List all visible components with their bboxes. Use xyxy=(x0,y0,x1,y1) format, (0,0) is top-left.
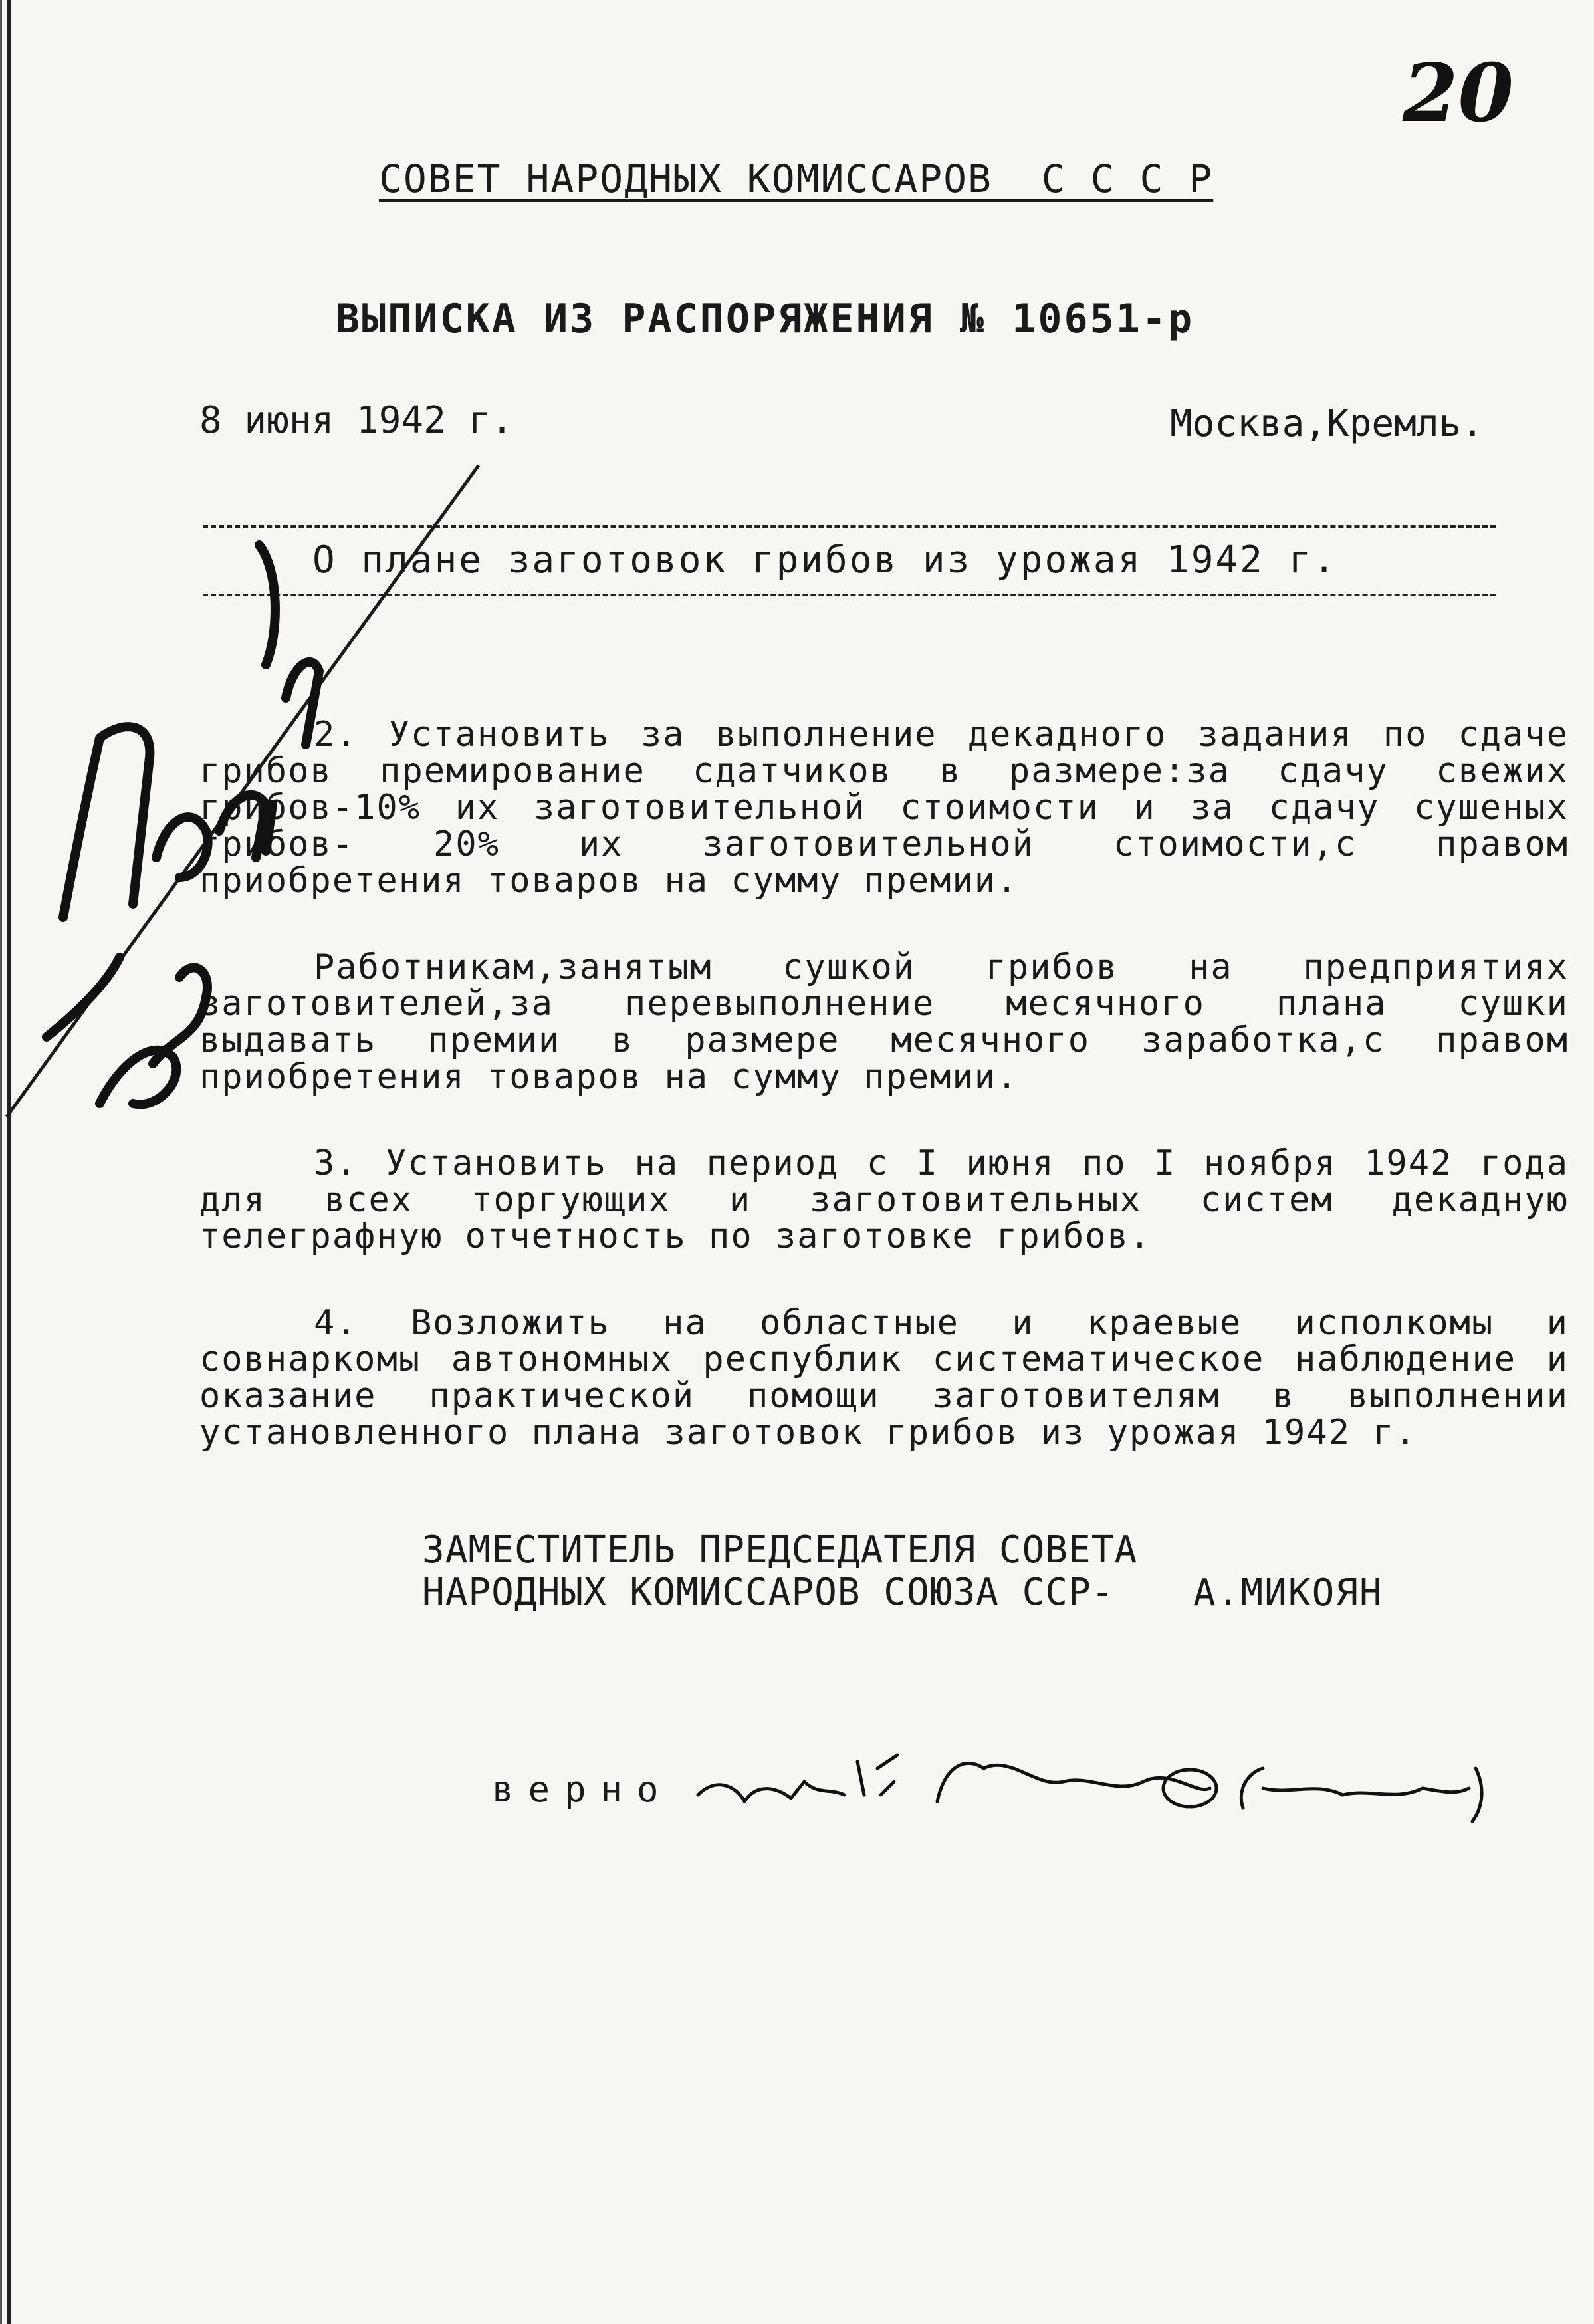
paragraph-4: 4. Возложить на областные и краевые исполкомы и совнаркомы автономных республик систематическое наблюдение и оказание практической помощи заготовителям в выполнении установленного плана заготовок грибов из урожая 1942 г. xyxy=(199,1303,1569,1452)
paragraph-2: 2. Установить за выполнение декадного задания по сдаче грибов премирование сдатчиков в размере:за сдачу свежих грибов-10% их заготовительной стоимости и за сдачу сушеных грибов- 20% их заготовительной стоимости,с правом приобретения товаров на сумму премии. xyxy=(199,715,1569,901)
subject-rule-top xyxy=(203,525,1496,528)
document-subject: О плане заготовок грибов из урожая 1942 г. xyxy=(312,538,1338,582)
certification-signature xyxy=(698,1755,1482,1821)
signatory-title-line-2: НАРОДНЫХ КОМИССАРОВ СОЮЗА ССР- xyxy=(422,1571,1115,1614)
page-number: 20 xyxy=(1403,47,1514,140)
signatory-title xyxy=(422,1529,1137,1614)
signatory-title-line-1: ЗАМЕСТИТЕЛЬ ПРЕДСЕДАТЕЛЯ СОВЕТА xyxy=(422,1528,1138,1571)
paragraph-2-workers: Работникам,занятым сушкой грибов на предприятиях заготовителей,за перевыполнение месячного плана сушки выдавать премии в размере месячного заработка,с правом приобретения товаров на сумму премии. xyxy=(199,947,1569,1097)
organization-header: СОВЕТ_НАРОДНЫХ_КОМИССАРОВ__С_С_С_Р xyxy=(379,156,1214,201)
document-body xyxy=(199,717,1569,1501)
left-margin-binding-line xyxy=(7,0,11,2324)
left-margin-edge xyxy=(0,0,2,2324)
certification-verno: верно xyxy=(492,1768,673,1810)
signatory-name: А.МИКОЯН xyxy=(1193,1571,1383,1615)
paragraph-3: 3. Установить на период с I июня по I ноября 1942 года для всех торгующих и заготовительных систем декадную телеграфную отчетность по заготовке грибов. xyxy=(199,1143,1569,1256)
document-place: Москва,Кремль. xyxy=(1170,402,1484,445)
extract-title: ВЫПИСКА ИЗ РАСПОРЯЖЕНИЯ № 10651-р xyxy=(336,296,1195,342)
subject-rule-bottom xyxy=(203,594,1496,596)
document-date: 8 июня 1942 г. xyxy=(199,399,514,442)
